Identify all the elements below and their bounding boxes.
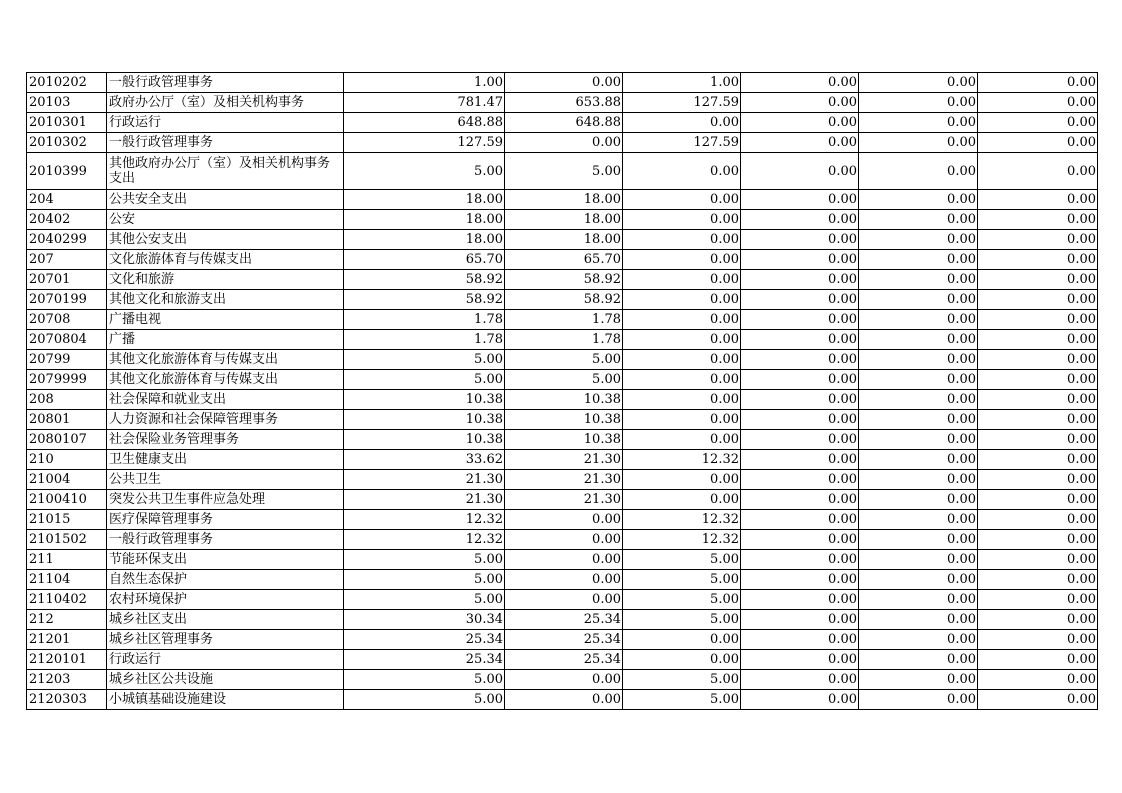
subject-name-cell: 公共安全支出 [107, 190, 344, 210]
amount-cell: 0.00 [623, 153, 741, 190]
amount-cell: 0.00 [741, 330, 859, 350]
amount-cell: 0.00 [859, 410, 978, 430]
amount-cell: 0.00 [978, 350, 1098, 370]
amount-cell: 0.00 [978, 690, 1098, 710]
amount-cell: 1.78 [505, 330, 623, 350]
amount-cell: 0.00 [741, 153, 859, 190]
amount-cell: 0.00 [859, 370, 978, 390]
amount-cell: 0.00 [978, 450, 1098, 470]
subject-name-cell: 公安 [107, 210, 344, 230]
amount-cell: 0.00 [978, 490, 1098, 510]
amount-cell: 12.32 [623, 510, 741, 530]
amount-cell: 0.00 [505, 590, 623, 610]
amount-cell: 0.00 [978, 410, 1098, 430]
amount-cell: 10.38 [344, 410, 505, 430]
amount-cell: 0.00 [978, 133, 1098, 153]
subject-name-cell: 广播电视 [107, 310, 344, 330]
amount-cell: 5.00 [344, 370, 505, 390]
amount-cell: 0.00 [623, 490, 741, 510]
amount-cell: 0.00 [859, 210, 978, 230]
subject-code-cell: 2080107 [27, 430, 107, 450]
amount-cell: 5.00 [344, 570, 505, 590]
subject-name-cell: 医疗保障管理事务 [107, 510, 344, 530]
table-body [27, 73, 1098, 710]
amount-cell: 0.00 [978, 230, 1098, 250]
amount-cell: 0.00 [978, 630, 1098, 650]
amount-cell: 25.34 [344, 650, 505, 670]
amount-cell: 0.00 [623, 190, 741, 210]
amount-cell: 0.00 [623, 650, 741, 670]
amount-cell: 0.00 [741, 490, 859, 510]
subject-code-cell: 20701 [27, 270, 107, 290]
amount-cell: 0.00 [859, 490, 978, 510]
amount-cell: 0.00 [978, 590, 1098, 610]
amount-cell: 5.00 [344, 550, 505, 570]
amount-cell: 0.00 [859, 630, 978, 650]
amount-cell: 18.00 [505, 230, 623, 250]
subject-code-cell: 20799 [27, 350, 107, 370]
amount-cell: 18.00 [344, 230, 505, 250]
amount-cell: 30.34 [344, 610, 505, 630]
amount-cell: 0.00 [623, 330, 741, 350]
table-row [27, 450, 1098, 470]
amount-cell: 0.00 [978, 250, 1098, 270]
amount-cell: 0.00 [859, 550, 978, 570]
amount-cell: 0.00 [859, 350, 978, 370]
amount-cell: 0.00 [978, 190, 1098, 210]
amount-cell: 0.00 [505, 690, 623, 710]
amount-cell: 1.00 [344, 73, 505, 93]
subject-code-cell: 21201 [27, 630, 107, 650]
amount-cell: 0.00 [978, 370, 1098, 390]
table-row [27, 73, 1098, 93]
subject-code-cell: 21203 [27, 670, 107, 690]
table-row [27, 410, 1098, 430]
amount-cell: 1.78 [344, 310, 505, 330]
amount-cell: 0.00 [741, 430, 859, 450]
subject-name-cell: 其他公安支出 [107, 230, 344, 250]
amount-cell: 0.00 [623, 370, 741, 390]
amount-cell: 0.00 [741, 190, 859, 210]
amount-cell: 0.00 [741, 370, 859, 390]
amount-cell: 0.00 [859, 190, 978, 210]
amount-cell: 0.00 [978, 310, 1098, 330]
subject-code-cell: 207 [27, 250, 107, 270]
amount-cell: 0.00 [741, 73, 859, 93]
amount-cell: 12.32 [344, 510, 505, 530]
table-row [27, 390, 1098, 410]
amount-cell: 58.92 [505, 290, 623, 310]
subject-code-cell: 204 [27, 190, 107, 210]
amount-cell: 0.00 [978, 113, 1098, 133]
amount-cell: 0.00 [623, 350, 741, 370]
amount-cell: 0.00 [978, 210, 1098, 230]
amount-cell: 18.00 [505, 210, 623, 230]
amount-cell: 0.00 [741, 590, 859, 610]
amount-cell: 0.00 [978, 93, 1098, 113]
amount-cell: 0.00 [859, 470, 978, 490]
amount-cell: 0.00 [859, 450, 978, 470]
amount-cell: 0.00 [859, 610, 978, 630]
subject-code-cell: 2070199 [27, 290, 107, 310]
subject-code-cell: 2040299 [27, 230, 107, 250]
amount-cell: 648.88 [344, 113, 505, 133]
amount-cell: 0.00 [741, 530, 859, 550]
amount-cell: 0.00 [623, 410, 741, 430]
amount-cell: 21.30 [505, 490, 623, 510]
amount-cell: 0.00 [859, 670, 978, 690]
amount-cell: 0.00 [623, 290, 741, 310]
amount-cell: 0.00 [859, 570, 978, 590]
subject-code-cell: 21004 [27, 470, 107, 490]
amount-cell: 0.00 [859, 250, 978, 270]
subject-code-cell: 2110402 [27, 590, 107, 610]
amount-cell: 5.00 [344, 350, 505, 370]
amount-cell: 10.38 [505, 390, 623, 410]
table-row [27, 230, 1098, 250]
amount-cell: 5.00 [344, 153, 505, 190]
amount-cell: 0.00 [505, 530, 623, 550]
amount-cell: 0.00 [978, 290, 1098, 310]
amount-cell: 0.00 [859, 230, 978, 250]
amount-cell: 0.00 [741, 390, 859, 410]
amount-cell: 0.00 [978, 570, 1098, 590]
subject-name-cell: 城乡社区支出 [107, 610, 344, 630]
amount-cell: 0.00 [859, 133, 978, 153]
subject-code-cell: 208 [27, 390, 107, 410]
amount-cell: 21.30 [344, 470, 505, 490]
amount-cell: 0.00 [505, 133, 623, 153]
subject-code-cell: 20801 [27, 410, 107, 430]
amount-cell: 25.34 [344, 630, 505, 650]
amount-cell: 0.00 [505, 670, 623, 690]
amount-cell: 25.34 [505, 630, 623, 650]
subject-name-cell: 卫生健康支出 [107, 450, 344, 470]
amount-cell: 10.38 [505, 430, 623, 450]
subject-code-cell: 20103 [27, 93, 107, 113]
subject-code-cell: 2010302 [27, 133, 107, 153]
amount-cell: 0.00 [741, 350, 859, 370]
table-row [27, 610, 1098, 630]
amount-cell: 0.00 [741, 570, 859, 590]
amount-cell: 0.00 [859, 93, 978, 113]
amount-cell: 0.00 [741, 290, 859, 310]
amount-cell: 1.78 [505, 310, 623, 330]
amount-cell: 0.00 [741, 113, 859, 133]
table-row [27, 93, 1098, 113]
amount-cell: 58.92 [344, 270, 505, 290]
amount-cell: 10.38 [505, 410, 623, 430]
table-row [27, 350, 1098, 370]
table-row [27, 250, 1098, 270]
table-row [27, 370, 1098, 390]
subject-name-cell: 广播 [107, 330, 344, 350]
subject-code-cell: 21015 [27, 510, 107, 530]
table-row [27, 590, 1098, 610]
amount-cell: 25.34 [505, 610, 623, 630]
table-row [27, 670, 1098, 690]
subject-name-cell: 其他文化和旅游支出 [107, 290, 344, 310]
amount-cell: 0.00 [741, 630, 859, 650]
amount-cell: 0.00 [505, 510, 623, 530]
amount-cell: 0.00 [741, 470, 859, 490]
amount-cell: 0.00 [978, 550, 1098, 570]
amount-cell: 0.00 [978, 670, 1098, 690]
amount-cell: 0.00 [978, 330, 1098, 350]
amount-cell: 5.00 [623, 610, 741, 630]
amount-cell: 10.38 [344, 390, 505, 410]
amount-cell: 0.00 [859, 73, 978, 93]
subject-code-cell: 211 [27, 550, 107, 570]
amount-cell: 58.92 [505, 270, 623, 290]
amount-cell: 127.59 [623, 93, 741, 113]
amount-cell: 0.00 [505, 570, 623, 590]
amount-cell: 0.00 [859, 510, 978, 530]
expenditure-table [26, 72, 1098, 710]
amount-cell: 18.00 [344, 190, 505, 210]
amount-cell: 0.00 [505, 550, 623, 570]
amount-cell: 0.00 [623, 470, 741, 490]
subject-code-cell: 20708 [27, 310, 107, 330]
amount-cell: 0.00 [623, 250, 741, 270]
table-row [27, 310, 1098, 330]
amount-cell: 0.00 [741, 270, 859, 290]
amount-cell: 0.00 [978, 510, 1098, 530]
amount-cell: 0.00 [741, 250, 859, 270]
amount-cell: 0.00 [978, 430, 1098, 450]
amount-cell: 0.00 [859, 270, 978, 290]
amount-cell: 648.88 [505, 113, 623, 133]
subject-name-cell: 其他文化旅游体育与传媒支出 [107, 370, 344, 390]
subject-name-cell: 政府办公厅（室）及相关机构事务 [107, 93, 344, 113]
amount-cell: 0.00 [741, 93, 859, 113]
subject-code-cell: 2100410 [27, 490, 107, 510]
amount-cell: 0.00 [859, 330, 978, 350]
table-row [27, 530, 1098, 550]
amount-cell: 5.00 [505, 350, 623, 370]
table-row [27, 270, 1098, 290]
subject-code-cell: 2101502 [27, 530, 107, 550]
table-row [27, 113, 1098, 133]
table-row [27, 570, 1098, 590]
table-row [27, 490, 1098, 510]
subject-name-cell: 一般行政管理事务 [107, 530, 344, 550]
amount-cell: 0.00 [741, 210, 859, 230]
subject-name-cell: 城乡社区管理事务 [107, 630, 344, 650]
table-row [27, 330, 1098, 350]
amount-cell: 65.70 [505, 250, 623, 270]
subject-name-cell: 文化和旅游 [107, 270, 344, 290]
amount-cell: 0.00 [859, 690, 978, 710]
amount-cell: 21.30 [344, 490, 505, 510]
amount-cell: 0.00 [741, 133, 859, 153]
subject-code-cell: 21104 [27, 570, 107, 590]
amount-cell: 0.00 [741, 450, 859, 470]
subject-name-cell: 其他文化旅游体育与传媒支出 [107, 350, 344, 370]
table-row [27, 153, 1098, 190]
amount-cell: 21.30 [505, 470, 623, 490]
amount-cell: 0.00 [741, 510, 859, 530]
amount-cell: 0.00 [623, 230, 741, 250]
amount-cell: 1.00 [623, 73, 741, 93]
table-row [27, 510, 1098, 530]
amount-cell: 0.00 [741, 650, 859, 670]
subject-name-cell: 节能环保支出 [107, 550, 344, 570]
subject-code-cell: 2010399 [27, 153, 107, 190]
amount-cell: 0.00 [741, 230, 859, 250]
amount-cell: 5.00 [505, 153, 623, 190]
subject-name-cell: 突发公共卫生事件应急处理 [107, 490, 344, 510]
amount-cell: 0.00 [978, 470, 1098, 490]
amount-cell: 0.00 [859, 310, 978, 330]
amount-cell: 0.00 [859, 290, 978, 310]
amount-cell: 0.00 [978, 73, 1098, 93]
amount-cell: 0.00 [741, 550, 859, 570]
amount-cell: 0.00 [859, 113, 978, 133]
amount-cell: 18.00 [344, 210, 505, 230]
amount-cell: 127.59 [344, 133, 505, 153]
subject-name-cell: 人力资源和社会保障管理事务 [107, 410, 344, 430]
amount-cell: 0.00 [741, 690, 859, 710]
subject-name-cell: 自然生态保护 [107, 570, 344, 590]
subject-name-cell: 社会保险业务管理事务 [107, 430, 344, 450]
amount-cell: 0.00 [859, 530, 978, 550]
amount-cell: 21.30 [505, 450, 623, 470]
amount-cell: 0.00 [623, 430, 741, 450]
amount-cell: 0.00 [978, 390, 1098, 410]
subject-code-cell: 210 [27, 450, 107, 470]
amount-cell: 0.00 [741, 610, 859, 630]
amount-cell: 0.00 [859, 650, 978, 670]
amount-cell: 12.32 [344, 530, 505, 550]
amount-cell: 5.00 [344, 590, 505, 610]
amount-cell: 0.00 [978, 530, 1098, 550]
table-row [27, 690, 1098, 710]
subject-name-cell: 一般行政管理事务 [107, 133, 344, 153]
amount-cell: 0.00 [505, 73, 623, 93]
amount-cell: 781.47 [344, 93, 505, 113]
amount-cell: 18.00 [505, 190, 623, 210]
amount-cell: 0.00 [623, 630, 741, 650]
subject-name-cell: 社会保障和就业支出 [107, 390, 344, 410]
amount-cell: 0.00 [623, 270, 741, 290]
subject-code-cell: 2120303 [27, 690, 107, 710]
amount-cell: 0.00 [623, 310, 741, 330]
amount-cell: 5.00 [344, 670, 505, 690]
table-row [27, 290, 1098, 310]
amount-cell: 0.00 [978, 270, 1098, 290]
subject-name-cell: 文化旅游体育与传媒支出 [107, 250, 344, 270]
table-row [27, 550, 1098, 570]
amount-cell: 0.00 [978, 650, 1098, 670]
amount-cell: 0.00 [623, 390, 741, 410]
amount-cell: 5.00 [505, 370, 623, 390]
amount-cell: 5.00 [344, 690, 505, 710]
amount-cell: 5.00 [623, 690, 741, 710]
amount-cell: 1.78 [344, 330, 505, 350]
subject-code-cell: 2070804 [27, 330, 107, 350]
amount-cell: 0.00 [859, 590, 978, 610]
table-row [27, 430, 1098, 450]
amount-cell: 0.00 [623, 210, 741, 230]
amount-cell: 0.00 [859, 153, 978, 190]
amount-cell: 33.62 [344, 450, 505, 470]
table-row [27, 190, 1098, 210]
amount-cell: 653.88 [505, 93, 623, 113]
amount-cell: 0.00 [623, 113, 741, 133]
subject-code-cell: 2120101 [27, 650, 107, 670]
amount-cell: 0.00 [859, 390, 978, 410]
subject-name-cell: 其他政府办公厅（室）及相关机构事务支出 [107, 153, 344, 190]
amount-cell: 127.59 [623, 133, 741, 153]
subject-name-cell: 城乡社区公共设施 [107, 670, 344, 690]
subject-code-cell: 2010301 [27, 113, 107, 133]
amount-cell: 0.00 [741, 670, 859, 690]
amount-cell: 65.70 [344, 250, 505, 270]
table-row [27, 630, 1098, 650]
subject-name-cell: 一般行政管理事务 [107, 73, 344, 93]
amount-cell: 58.92 [344, 290, 505, 310]
amount-cell: 5.00 [623, 550, 741, 570]
amount-cell: 12.32 [623, 450, 741, 470]
table-row [27, 133, 1098, 153]
amount-cell: 5.00 [623, 590, 741, 610]
subject-code-cell: 2010202 [27, 73, 107, 93]
subject-name-cell: 公共卫生 [107, 470, 344, 490]
subject-name-cell: 行政运行 [107, 650, 344, 670]
amount-cell: 5.00 [623, 670, 741, 690]
subject-name-cell: 小城镇基础设施建设 [107, 690, 344, 710]
amount-cell: 0.00 [978, 153, 1098, 190]
subject-code-cell: 212 [27, 610, 107, 630]
table-row [27, 210, 1098, 230]
amount-cell: 0.00 [978, 610, 1098, 630]
subject-code-cell: 20402 [27, 210, 107, 230]
subject-name-cell: 行政运行 [107, 113, 344, 133]
amount-cell: 5.00 [623, 570, 741, 590]
table-row [27, 650, 1098, 670]
table-row [27, 470, 1098, 490]
amount-cell: 12.32 [623, 530, 741, 550]
amount-cell: 10.38 [344, 430, 505, 450]
subject-code-cell: 2079999 [27, 370, 107, 390]
subject-name-cell: 农村环境保护 [107, 590, 344, 610]
amount-cell: 0.00 [741, 310, 859, 330]
amount-cell: 25.34 [505, 650, 623, 670]
amount-cell: 0.00 [859, 430, 978, 450]
amount-cell: 0.00 [741, 410, 859, 430]
